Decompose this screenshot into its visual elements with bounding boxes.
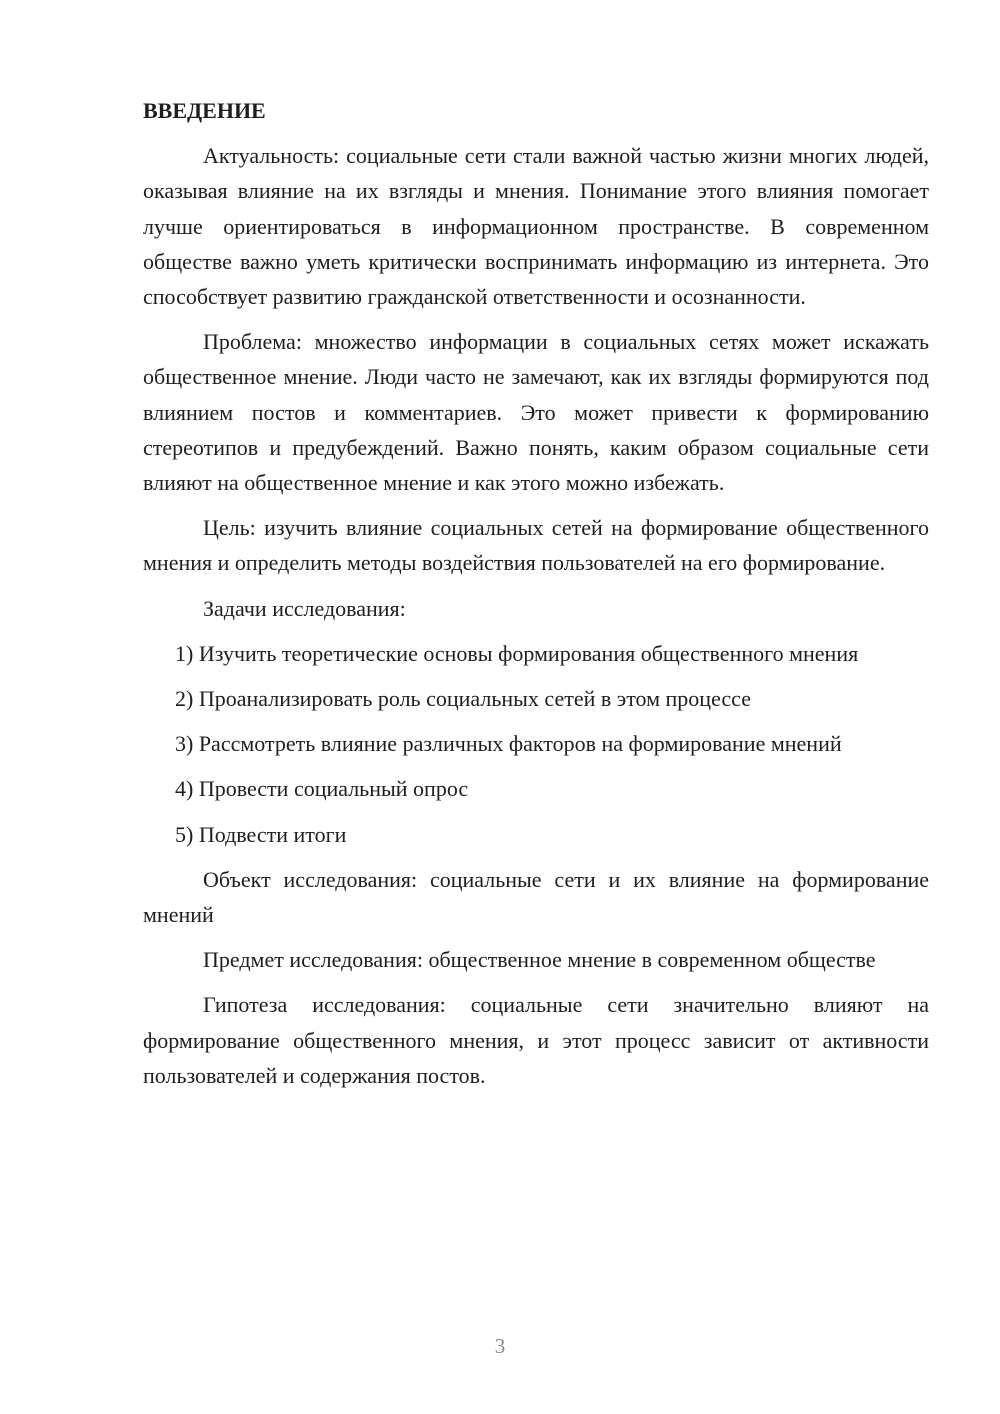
paragraph-subject: Предмет исследования: общественное мнение в современном обществе [203, 947, 876, 973]
list-item: 5) Подвести итоги [175, 821, 347, 847]
paragraph-goal: Цель: изучить влияние социальных сетей на формирование общественного мнения и определить методы воздействия пользователей на его формирование. [143, 515, 929, 576]
list-item: 1) Изучить теоретические основы формирования общественного мнения [175, 640, 859, 666]
paragraph-problem: Проблема: множество информации в социальных сетях может искажать общественное мнение. Люди часто не замечают, как их взгляды формируются под влиянием постов и комментариев. Это может привести к формированию стереотипов и предубеждений. Важно понять, каким образом социальные сети влияют на общественное мнение и как этого можно избежать. [143, 329, 929, 496]
page-number: 3 [494, 1334, 506, 1358]
paragraph-object: Объект исследования: социальные сети и их влияние на формирование мнений [143, 866, 929, 928]
list-item: 2) Проанализировать роль социальных сетей в этом процессе [175, 686, 751, 712]
paragraph-tasks-heading: Задачи исследования: [203, 595, 406, 621]
paragraph-relevance: Актуальность: социальные сети стали важной частью жизни многих людей, оказывая влияние на их взгляды и мнения. Понимание этого влияния помогает лучше ориентироваться в информационном пространстве. В современном обществе важно уметь критически воспринимать информацию из интернета. Это способствует развитию гражданской ответственности и осознанности. [143, 143, 929, 310]
list-item: 3) Рассмотреть влияние различных факторов на формирование мнений [175, 731, 842, 757]
page-content [143, 93, 929, 1103]
page-title: ВВЕДЕНИЕ [143, 98, 266, 123]
paragraph-hypothesis: Гипотеза исследования: социальные сети значительно влияют на формирование общественного мнения, и этот процесс зависит от активности пользователей и содержания постов. [143, 992, 929, 1088]
list-item: 4) Провести социальный опрос [175, 776, 469, 802]
